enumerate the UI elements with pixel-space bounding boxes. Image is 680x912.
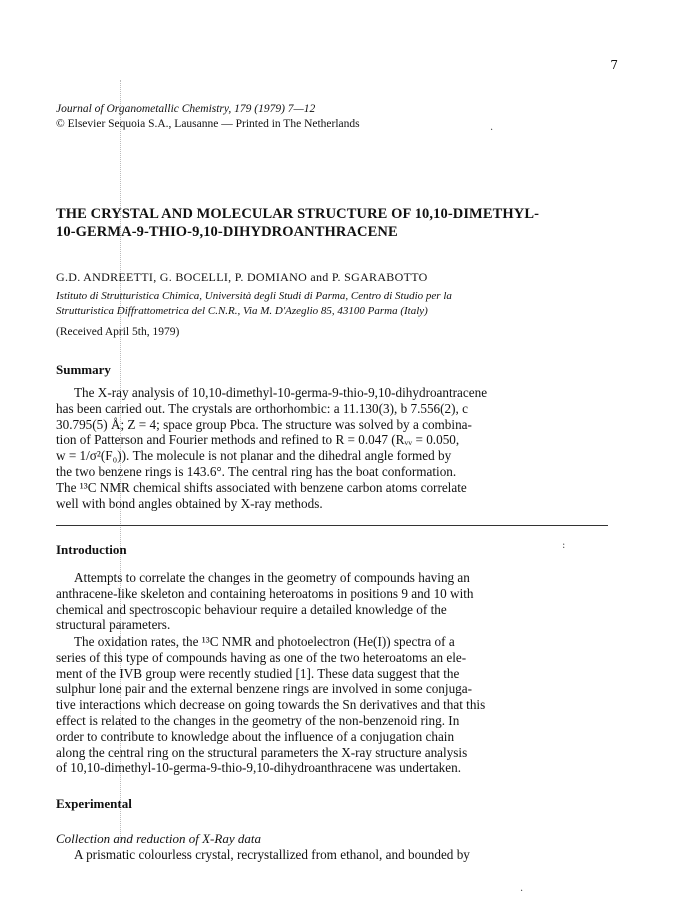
affiliation-line-2: Strutturistica Diffrattometrica del C.N.R., Via M. D'Azeglio 85, 43100 Parma (Italy) [56,305,428,317]
intro-line: structural parameters. [56,617,171,633]
title-line-1: THE CRYSTAL AND MOLECULAR STRUCTURE OF 10,10-DIMETHYL- [56,206,540,222]
intro-line: tive interactions which decrease on going towards the Sn derivatives and that this [56,697,486,713]
page-number: 7 [610,58,618,72]
summary-line: has been carried out. The crystals are orthorhombic: a 11.130(3), b 7.556(2), c [56,400,468,416]
intro-line: The oxidation rates, the ¹³C NMR and photoelectron (He(I)) spectra of a [74,634,455,649]
introduction-heading: Introduction [56,542,127,557]
received-date: (Received April 5th, 1979) [56,326,180,338]
summary-line: w = 1/σ²(F₀)). The molecule is not planar and the dihedral angle formed by [56,448,452,464]
summary-line: tion of Patterson and Fourier methods and refined to R = 0.047 (Rᵥᵥ = 0.050, [56,432,460,448]
experimental-line: A prismatic colourless crystal, recrystallized from ethanol, and bounded by [74,847,470,862]
experimental-heading: Experimental [56,796,132,811]
intro-line: sulphur lone pair and the external benzene rings are involved in some conjuga- [56,681,472,697]
section-divider [56,525,608,526]
affiliation-line-1: Istituto di Strutturistica Chimica, Università degli Studi di Parma, Centro di Studio per la [56,290,452,302]
summary-line: well with bond angles obtained by X-ray methods. [56,495,323,511]
paper-title [56,205,626,241]
authors: G.D. ANDREETTI, G. BOCELLI, P. DOMIANO and P. SGARABOTTO [56,270,428,284]
publisher-line: © Elsevier Sequoia S.A., Lausanne — Printed in The Netherlands [56,118,360,130]
introduction-paragraph-2 [56,634,626,776]
summary-text [56,385,626,511]
intro-line: Attempts to correlate the changes in the geometry of compounds having an [74,570,470,585]
affiliation [56,289,626,319]
experimental-subheading: Collection and reduction of X-Ray data [56,831,261,846]
intro-line: ment of the IVB group were recently studied [1]. These data suggest that the [56,665,460,681]
scan-speck: . [490,122,494,133]
intro-line: chemical and spectroscopic behaviour require a detailed knowledge of the [56,601,447,617]
journal-header [56,102,616,132]
scan-speck: . [520,883,524,894]
summary-line: The X-ray analysis of 10,10-dimethyl-10-germa-9-thio-9,10-dihydroantracene [74,385,488,400]
introduction-paragraph-1 [56,570,626,633]
summary-line: 30.795(5) Å; Z = 4; space group Pbca. The structure was solved by a combina- [56,416,472,432]
title-line-2: 10-GERMA-9-THIO-9,10-DIHYDROANTHRACENE [56,224,398,240]
intro-line: series of this type of compounds having as one of the two heteroatoms an ele- [56,649,467,665]
experimental-text [56,847,626,863]
intro-line: order to contribute to knowledge about the influence of a conjugation chain [56,728,455,744]
intro-line: anthracene-like skeleton and containing heteroatoms in positions 9 and 10 with [56,585,474,601]
intro-line: along the central ring on the structural parameters the X-ray structure analysis [56,744,468,760]
intro-line: of 10,10-dimethyl-10-germa-9-thio-9,10-dihydroanthracene was undertaken. [56,760,462,776]
summary-line: the two benzene rings is 143.6°. The central ring has the boat conformation. [56,463,457,479]
scan-speck: : [562,540,566,551]
intro-line: effect is related to the changes in the geometry of the non-benzenoid ring. In [56,712,460,728]
journal-citation: Journal of Organometallic Chemistry, 179 (1979) 7—12 [56,103,316,115]
summary-line: The ¹³C NMR chemical shifts associated with benzene carbon atoms correlate [56,479,467,495]
summary-heading: Summary [56,362,111,377]
